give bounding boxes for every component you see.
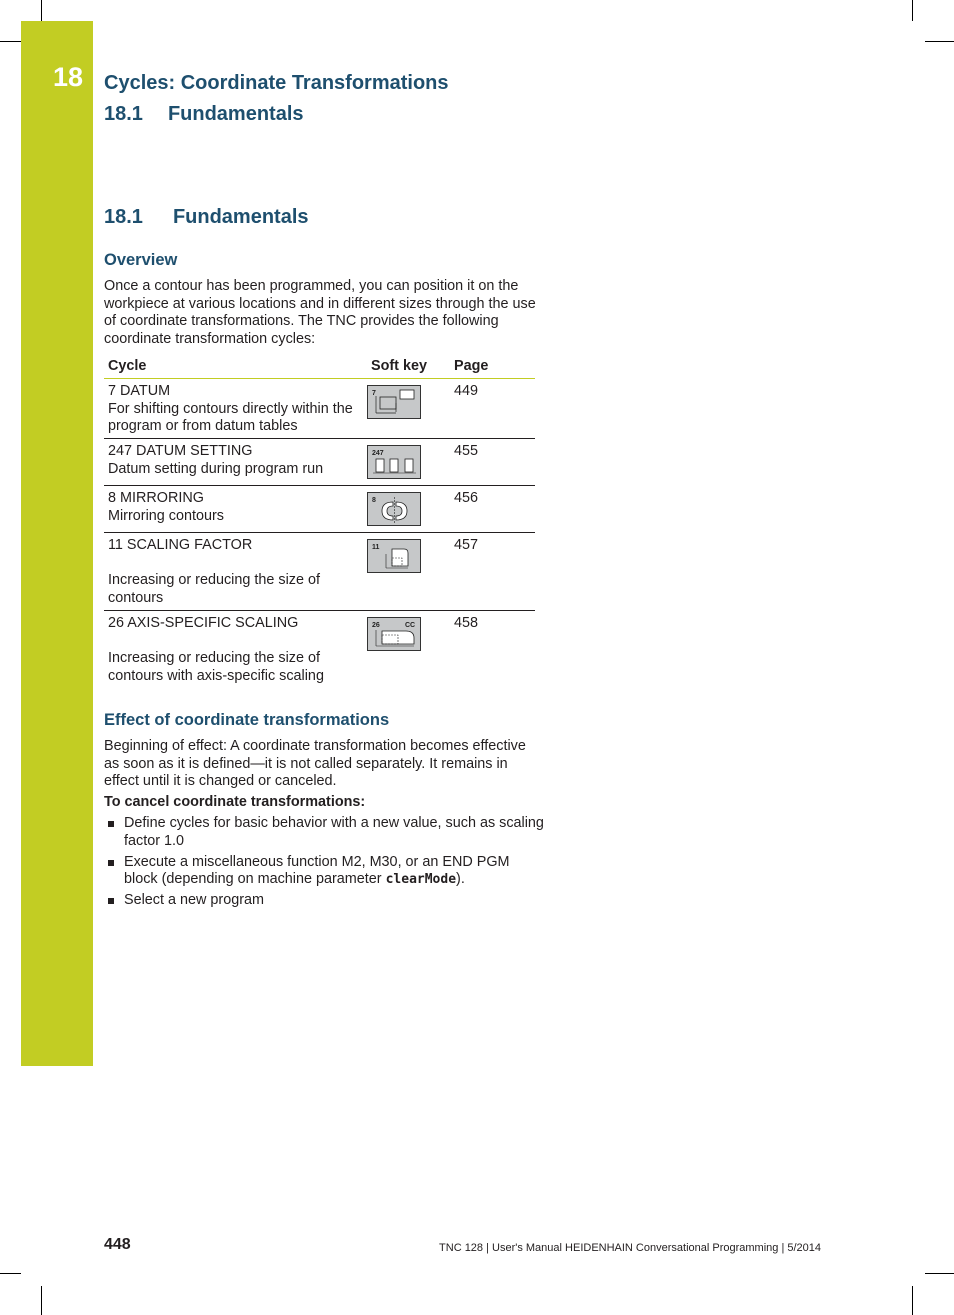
cycle-cell bbox=[104, 379, 367, 439]
machine-parameter: clearMode bbox=[385, 872, 457, 888]
softkey-label: 247 bbox=[372, 450, 384, 457]
cycle-cell bbox=[104, 486, 367, 533]
mirroring-icon bbox=[368, 493, 420, 525]
page-cell: 456 bbox=[450, 486, 535, 533]
list-item bbox=[104, 854, 544, 889]
list-item bbox=[104, 892, 544, 910]
section-title bbox=[104, 206, 309, 229]
cycle-name: 11 SCALING FACTOR bbox=[108, 537, 253, 553]
table-row bbox=[104, 379, 535, 439]
crop-mark bbox=[912, 0, 913, 21]
running-header-section-number: 18.1 bbox=[104, 103, 143, 125]
softkey-label: 26 bbox=[372, 622, 380, 629]
crop-mark bbox=[41, 0, 42, 21]
softkey-cell bbox=[367, 486, 450, 533]
cycle-description: Increasing or reducing the size of contours with axis-specific scaling bbox=[108, 650, 324, 684]
list-item-text: Select a new program bbox=[124, 892, 264, 909]
datum-setting-softkey[interactable] bbox=[367, 445, 421, 479]
running-header-section-title: Fundamentals bbox=[167, 103, 304, 125]
cycle-description: For shifting contours directly within the program or from datum tables bbox=[108, 400, 353, 435]
cycle-table bbox=[104, 354, 535, 685]
column-header-cycle: Cycle bbox=[104, 354, 367, 379]
cancel-list bbox=[104, 815, 544, 913]
cycle-name: 7 DATUM bbox=[108, 383, 171, 399]
crop-mark bbox=[925, 1273, 954, 1274]
cycle-description: Increasing or reducing the size of contours bbox=[108, 572, 320, 606]
page-cell: 458 bbox=[454, 615, 479, 631]
mirroring-softkey[interactable] bbox=[367, 492, 421, 526]
chapter-sidebar bbox=[21, 21, 93, 1066]
footer-text: TNC 128 | User's Manual HEIDENHAIN Conversational Programming | 5/2014 bbox=[439, 1242, 821, 1254]
running-header-chapter: Cycles: Coordinate Transformations bbox=[104, 72, 449, 94]
crop-mark bbox=[0, 1273, 21, 1274]
softkey-cell bbox=[367, 611, 450, 686]
crop-mark bbox=[41, 1286, 42, 1315]
datum-shift-icon bbox=[368, 386, 420, 418]
list-item-text: Define cycles for basic behavior with a new value, such as scaling factor 1.0 bbox=[124, 815, 544, 849]
softkey-label: 8 bbox=[372, 497, 376, 504]
column-header-softkey: Soft key bbox=[367, 354, 450, 379]
datum-setting-icon bbox=[368, 446, 420, 478]
cycle-name: 26 AXIS-SPECIFIC SCALING bbox=[108, 615, 299, 631]
cycle-description: Mirroring contours bbox=[108, 507, 224, 524]
softkey-cell bbox=[367, 379, 450, 439]
table-row bbox=[104, 439, 535, 486]
bullet-square-icon bbox=[108, 898, 114, 904]
cycle-cell bbox=[104, 439, 367, 486]
crop-mark bbox=[0, 41, 21, 42]
column-header-page: Page bbox=[450, 354, 535, 379]
softkey-cell bbox=[367, 439, 450, 486]
list-item-text-end: ). bbox=[456, 871, 465, 888]
table-row bbox=[104, 611, 535, 686]
cycle-name: 8 MIRRORING bbox=[108, 490, 204, 506]
bullet-square-icon bbox=[108, 860, 114, 866]
softkey-cell bbox=[367, 533, 450, 611]
chapter-number: 18 bbox=[53, 62, 84, 92]
page-cell: 457 bbox=[450, 533, 535, 611]
scaling-icon bbox=[368, 540, 420, 572]
section-name: Fundamentals bbox=[172, 206, 309, 228]
scaling-softkey[interactable] bbox=[367, 539, 421, 573]
cycle-cell bbox=[104, 611, 367, 686]
running-header-section bbox=[104, 103, 304, 126]
effect-heading: Effect of coordinate transformations bbox=[104, 711, 390, 729]
softkey-label: 11 bbox=[372, 544, 380, 551]
cycle-cell bbox=[104, 533, 367, 611]
axis-scaling-softkey[interactable] bbox=[367, 617, 421, 651]
crop-mark bbox=[912, 1286, 913, 1315]
cycle-description: Datum setting during program run bbox=[108, 460, 324, 477]
datum-shift-softkey[interactable] bbox=[367, 385, 421, 419]
table-header-row bbox=[104, 354, 535, 379]
list-item-text: Execute a miscellaneous function M2, M30, or an END PGM block (depending on machine parameter bbox=[124, 853, 510, 888]
cycle-name: 247 DATUM SETTING bbox=[108, 443, 253, 459]
softkey-label: 7 bbox=[372, 390, 376, 397]
page-cell: 455 bbox=[450, 439, 535, 486]
crop-mark bbox=[925, 41, 954, 42]
page-cell: 449 bbox=[450, 379, 535, 439]
table-row bbox=[104, 533, 535, 611]
softkey-label-cc: CC bbox=[405, 622, 416, 629]
page-number: 448 bbox=[104, 1236, 131, 1253]
overview-text: Once a contour has been programmed, you can position it on the workpiece at various locations and in different sizes through the use of coordinate transformations. The TNC provides the following coordinate transformation cycles: bbox=[104, 278, 536, 347]
table-row bbox=[104, 486, 535, 533]
bullet-square-icon bbox=[108, 821, 114, 827]
cancel-label: To cancel coordinate transformations: bbox=[104, 794, 366, 810]
axis-scaling-icon bbox=[368, 618, 420, 650]
effect-text: Beginning of effect: A coordinate transformation becomes effective as soon as it is defined—it is not called separately. It remains in effect until it is changed or canceled. bbox=[104, 738, 526, 790]
list-item bbox=[104, 815, 544, 850]
overview-heading: Overview bbox=[104, 251, 178, 269]
section-number: 18.1 bbox=[104, 206, 143, 228]
